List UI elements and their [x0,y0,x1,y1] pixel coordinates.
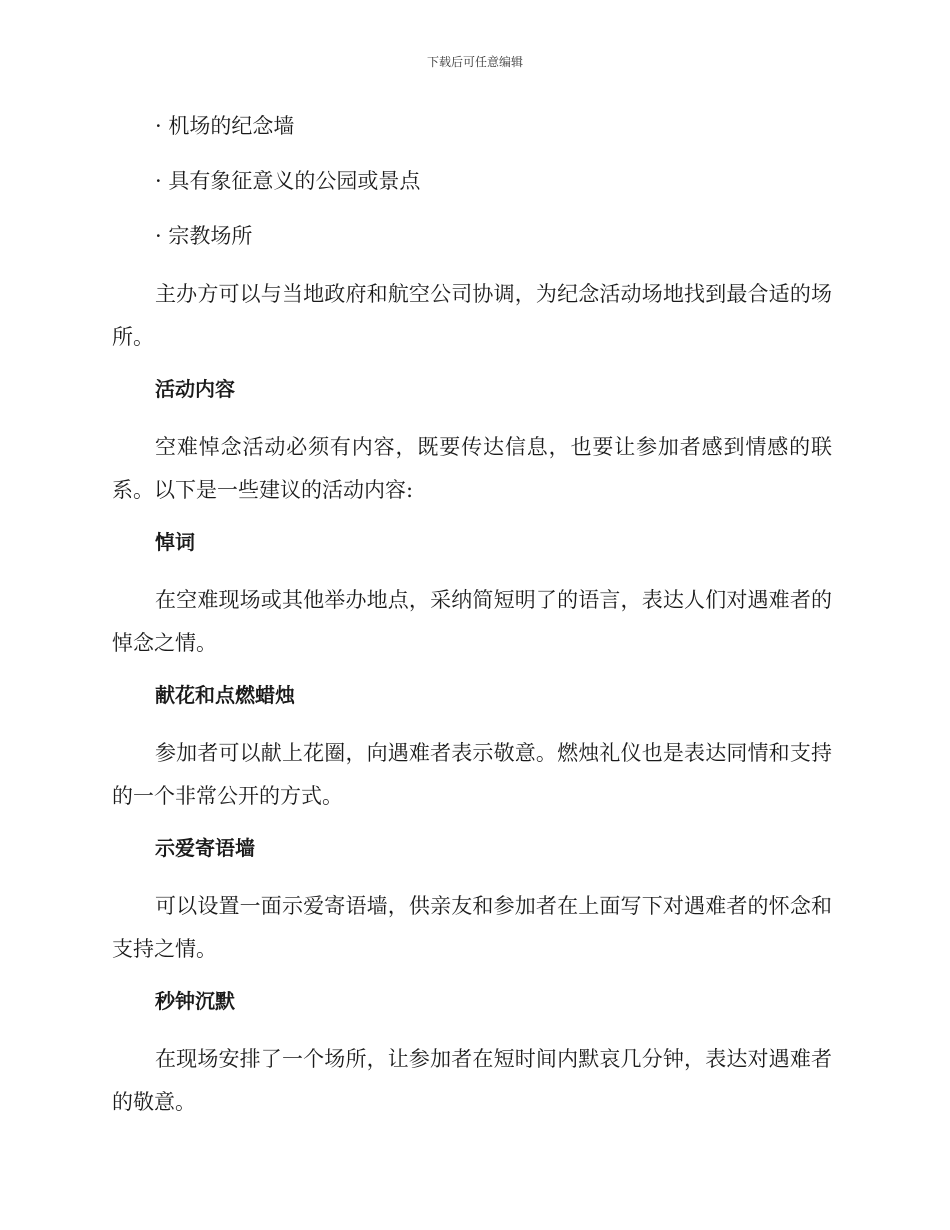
page-header: 下载后可任意编辑 [426,55,523,69]
heading-silence: 秒钟沉默 [155,989,235,1013]
venue-note-paragraph: 主办方可以与当地政府和航空公司协调，为纪念活动场地找到最合适的场所。 [112,282,832,349]
message-wall-paragraph: 可以设置一面示爱寄语墙，供亲友和参加者在上面写下对遇难者的怀念和支持之情。 [112,894,832,961]
heading-flowers-candles: 献花和点燃蜡烛 [155,683,295,707]
eulogy-paragraph: 在空难现场或其他举办地点，采纳简短明了的语言，表达人们对遇难者的悼念之情。 [112,588,832,655]
heading-activity-content: 活动内容 [155,377,235,401]
bullet-symbolic-park: · 具有象征意义的公园或景点 [155,169,421,193]
bullet-airport-memorial-wall: · 机场的纪念墙 [155,114,295,138]
activity-intro-paragraph: 空难悼念活动必须有内容，既要传达信息，也要让参加者感到情感的联系。以下是一些建议的活动内容: [112,435,832,502]
flowers-candles-paragraph: 参加者可以献上花圈，向遇难者表示敬意。燃烛礼仪也是表达同情和支持的一个非常公开的方式。 [112,741,832,808]
heading-message-wall: 示爱寄语墙 [155,836,255,860]
silence-paragraph: 在现场安排了一个场所，让参加者在短时间内默哀几分钟，表达对遇难者的敬意。 [112,1047,832,1114]
bullet-religious-venue: · 宗教场所 [155,224,253,248]
heading-eulogy: 悼词 [155,530,195,554]
document-body [112,108,832,1136]
